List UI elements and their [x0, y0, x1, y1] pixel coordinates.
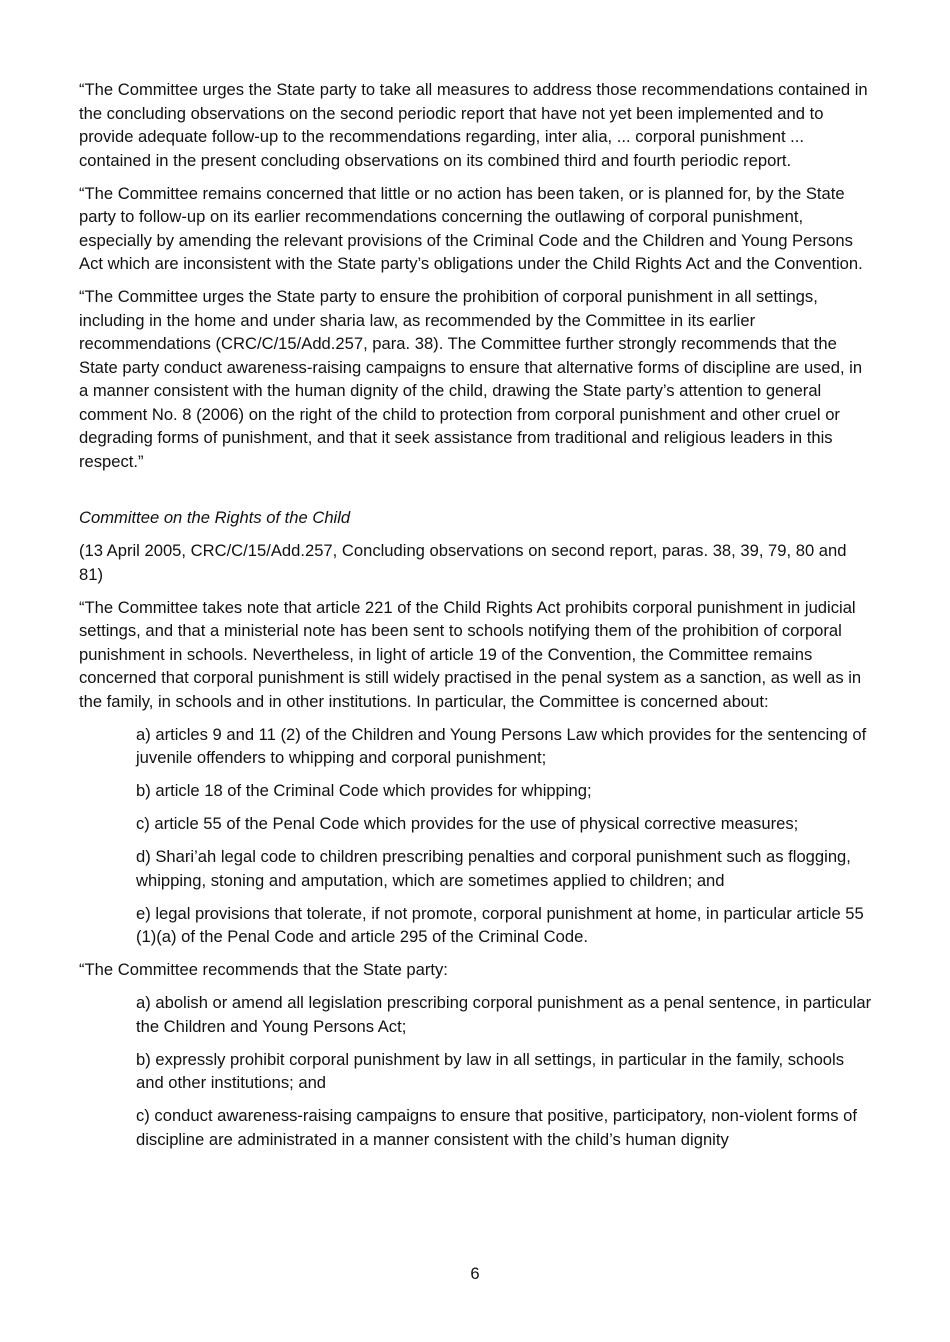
concern-item-e: e) legal provisions that tolerate, if not promote, corporal punishment at home, in particular article 55 (1)(a) of the Penal Code and article 295 of the Criminal Code. [136, 903, 864, 946]
concern-item-b: b) article 18 of the Criminal Code which provides for whipping; [136, 781, 592, 800]
section-citation: (13 April 2005, CRC/C/15/Add.257, Concluding observations on second report, paras. 38, 39, 79, 80 and 81) [79, 541, 847, 584]
concern-item-c: c) article 55 of the Penal Code which provides for the use of physical corrective measures; [136, 814, 799, 833]
quote-paragraph-3: “The Committee urges the State party to ensure the prohibition of corporal punishment in all settings, including in the home and under sharia law, as recommended by the Committee in its earlier recommendations (CRC/C/15/Add.257, para. 38). The Committee further strongly recommends that the State party conduct awareness-raising campaigns to ensure that alternative forms of discipline are used, in a manner consistent with the human dignity of the child, drawing the State party’s attention to general comment No. 8 (2006) on the right of the child to protection from corporal punishment and other cruel or degrading forms of punishment, and that it seek assistance from traditional and religious leaders in this respect.” [79, 287, 863, 471]
concern-item-a: a) articles 9 and 11 (2) of the Children and Young Persons Law which provides for the sentencing of juvenile offenders to whipping and corporal punishment; [136, 724, 867, 767]
concern-item-d: d) Shari’ah legal code to children prescribing penalties and corporal punishment such as flogging, whipping, stoning and amputation, which are sometimes applied to children; and [136, 847, 851, 890]
quote-paragraph-2: “The Committee remains concerned that little or no action has been taken, or is planned for, by the State party to follow-up on its earlier recommendations concerning the outlawing of corporal punishment, especially by amending the relevant provisions of the Criminal Code and the Children and Young Persons Act which are inconsistent with the State party’s obligations under the Child Rights Act and the Convention. [79, 183, 863, 273]
section-heading: Committee on the Rights of the Child [79, 508, 351, 527]
document-page [79, 78, 874, 1161]
section-intro: “The Committee takes note that article 221 of the Child Rights Act prohibits corporal punishment in judicial settings, and that a ministerial note has been sent to schools notifying them of the prohibition of corporal punishment in schools. Nevertheless, in light of article 19 of the Convention, the Committee remains concerned that corporal punishment is still widely practised in the penal system as a sanction, as well as in the family, in schools and in other institutions. In particular, the Committee is concerned about: [79, 597, 862, 711]
recommendation-item-b: b) expressly prohibit corporal punishment by law in all settings, in particular in the family, schools and other institutions; and [136, 1049, 845, 1092]
recommendation-item-a: a) abolish or amend all legislation prescribing corporal punishment as a penal sentence, in particular the Children and Young Persons Act; [136, 993, 872, 1036]
recommend-intro: “The Committee recommends that the State party: [79, 960, 448, 979]
quote-paragraph-1: “The Committee urges the State party to take all measures to address those recommendations contained in the concluding observations on the second periodic report that have not yet been implemented and to provide adequate follow-up to the recommendations regarding, inter alia, ... corporal punishment ... contained in the present concluding observations on its combined third and fourth periodic report. [79, 80, 868, 170]
recommendation-item-c: c) conduct awareness-raising campaigns to ensure that positive, participatory, non-violent forms of discipline are administrated in a manner consistent with the child’s human dignity [136, 1106, 857, 1149]
page-number: 6 [470, 1264, 480, 1283]
